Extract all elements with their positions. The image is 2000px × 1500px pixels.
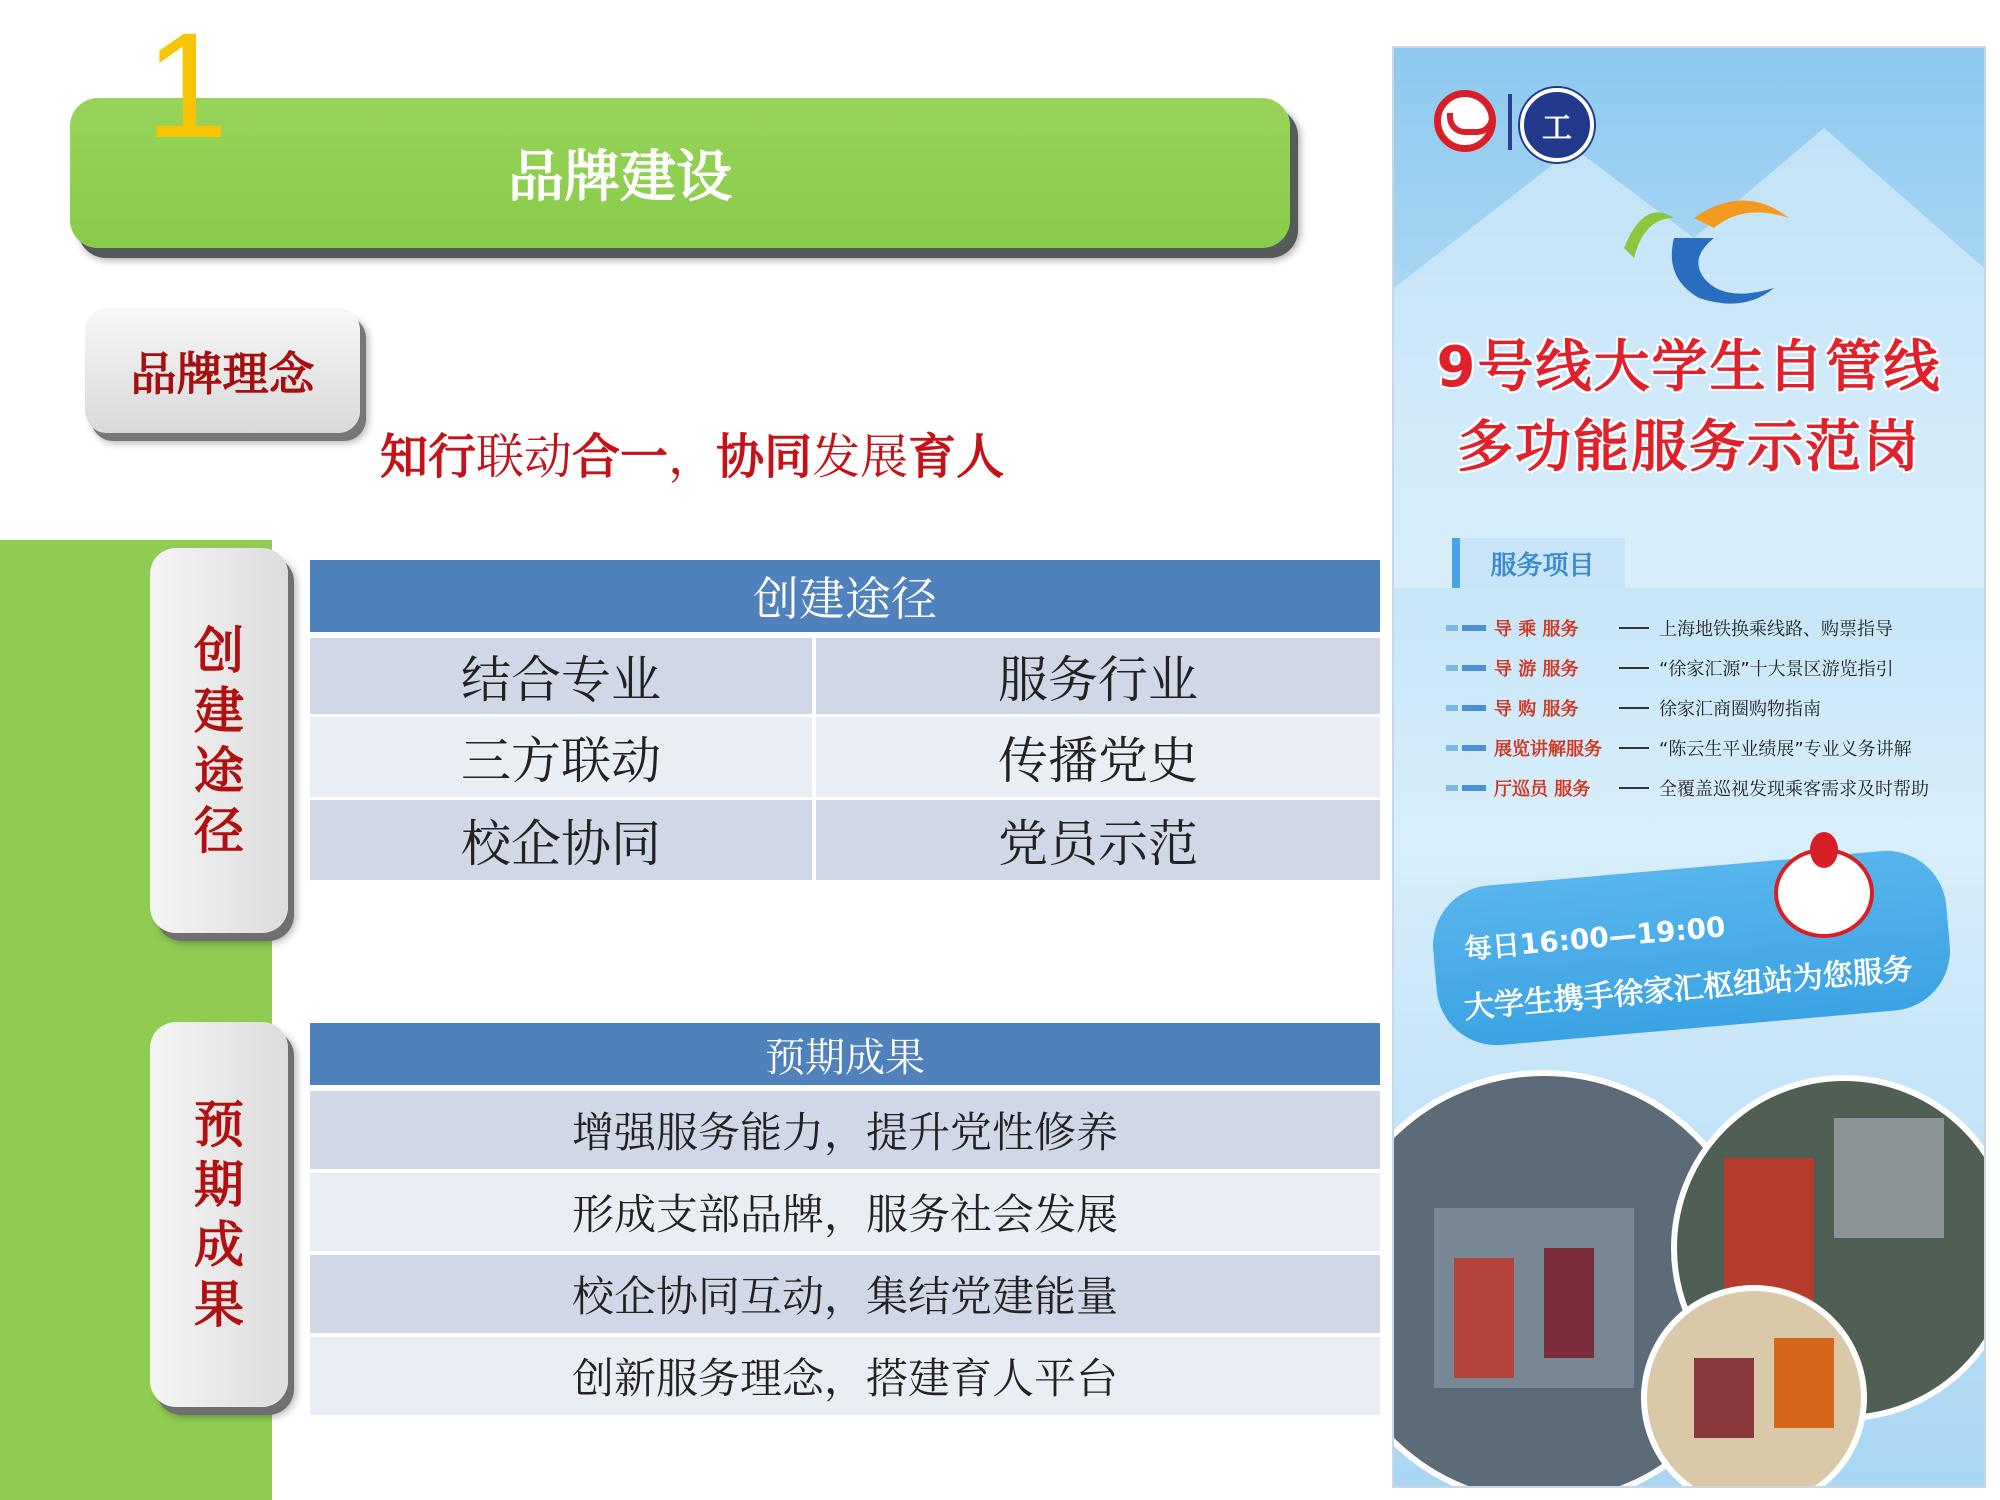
slogan-part: 发展	[812, 429, 909, 485]
dash-divider	[1619, 747, 1649, 749]
poster-title-line1: 9号线大学生自管线	[1436, 335, 1942, 400]
slogan-part: ，	[668, 429, 717, 485]
service-row	[1446, 610, 1976, 646]
photo-collage	[1394, 1058, 1984, 1486]
results-side-char: 期	[194, 1155, 244, 1214]
path-table-cell: 党员示范	[816, 800, 1380, 880]
service-items-tag: 服务项目	[1452, 538, 1625, 588]
service-row	[1446, 730, 1976, 766]
results-side-char: 果	[194, 1275, 244, 1334]
path-table	[310, 638, 1380, 880]
mascot-icon	[1774, 848, 1874, 938]
metro-logo-icon	[1434, 90, 1496, 152]
bullet-icon	[1446, 625, 1486, 631]
results-side-label	[150, 1022, 288, 1407]
university-logo-icon: 工	[1520, 88, 1594, 162]
service-row	[1446, 690, 1976, 726]
bullet-icon	[1446, 745, 1486, 751]
service-desc: 全覆盖巡视发现乘客需求及时帮助	[1659, 779, 1929, 800]
brand-slogan	[380, 418, 1004, 487]
bullet-icon	[1446, 705, 1486, 711]
path-side-char: 建	[194, 681, 244, 740]
path-side-char: 径	[194, 801, 244, 860]
path-table-cell: 服务行业	[816, 638, 1380, 714]
results-side-char: 成	[194, 1215, 244, 1274]
slogan-part: 知行	[380, 429, 477, 485]
path-side-char: 途	[194, 741, 244, 800]
swoosh-logo-icon	[1604, 188, 1794, 318]
service-row	[1446, 770, 1976, 806]
dash-divider	[1619, 667, 1649, 669]
results-item: 增强服务能力，提升党性修养	[310, 1091, 1380, 1169]
path-table-cell: 校企协同	[310, 800, 812, 880]
results-item: 创新服务理念，搭建育人平台	[310, 1337, 1380, 1415]
dash-divider	[1619, 627, 1649, 629]
bullet-icon	[1446, 665, 1486, 671]
path-side-label	[150, 548, 288, 933]
slogan-part: 育人	[908, 429, 1005, 485]
service-name: 展览讲解服务	[1494, 739, 1602, 760]
service-name: 导 购 服务	[1494, 699, 1579, 720]
dash-divider	[1619, 707, 1649, 709]
service-hours: 每日16:00—19:00	[1462, 910, 1727, 966]
service-name: 导 游 服务	[1494, 659, 1579, 680]
slogan-part: 联动	[476, 429, 573, 485]
results-item: 校企协同互动，集结党建能量	[310, 1255, 1380, 1333]
service-row	[1446, 650, 1976, 686]
path-table-cell: 三方联动	[310, 717, 812, 797]
slogan-part: 协同	[716, 429, 813, 485]
section-number: 1	[145, 1, 229, 169]
bullet-icon	[1446, 785, 1486, 791]
dash-divider	[1619, 787, 1649, 789]
path-table-header: 创建途径	[310, 560, 1380, 632]
service-name: 厅巡员 服务	[1494, 779, 1591, 800]
path-table-cell: 传播党史	[816, 717, 1380, 797]
service-tagline: 大学生携手徐家汇枢纽站为您服务	[1462, 951, 1915, 1026]
path-side-char: 创	[194, 621, 244, 680]
logo-divider	[1508, 94, 1512, 150]
brand-concept-label: 品牌理念	[85, 308, 360, 433]
poster-title-line2: 多功能服务示范岗	[1457, 415, 1921, 480]
service-desc: 上海地铁换乘线路、购票指导	[1659, 619, 1893, 640]
page-title: 品牌建设	[508, 145, 732, 210]
results-table-header: 预期成果	[310, 1023, 1380, 1085]
service-name: 导 乘 服务	[1494, 619, 1579, 640]
service-desc: 徐家汇商圈购物指南	[1659, 699, 1821, 720]
results-item: 形成支部品牌，服务社会发展	[310, 1173, 1380, 1251]
slogan-part: 合一	[572, 429, 669, 485]
path-table-cell: 结合专业	[310, 638, 812, 714]
service-poster	[1392, 46, 1986, 1488]
results-side-char: 预	[194, 1095, 244, 1154]
service-desc: “徐家汇源”十大景区游览指引	[1659, 659, 1894, 680]
results-table	[310, 1091, 1380, 1416]
service-desc: “陈云生平业绩展”专业义务讲解	[1659, 739, 1912, 760]
